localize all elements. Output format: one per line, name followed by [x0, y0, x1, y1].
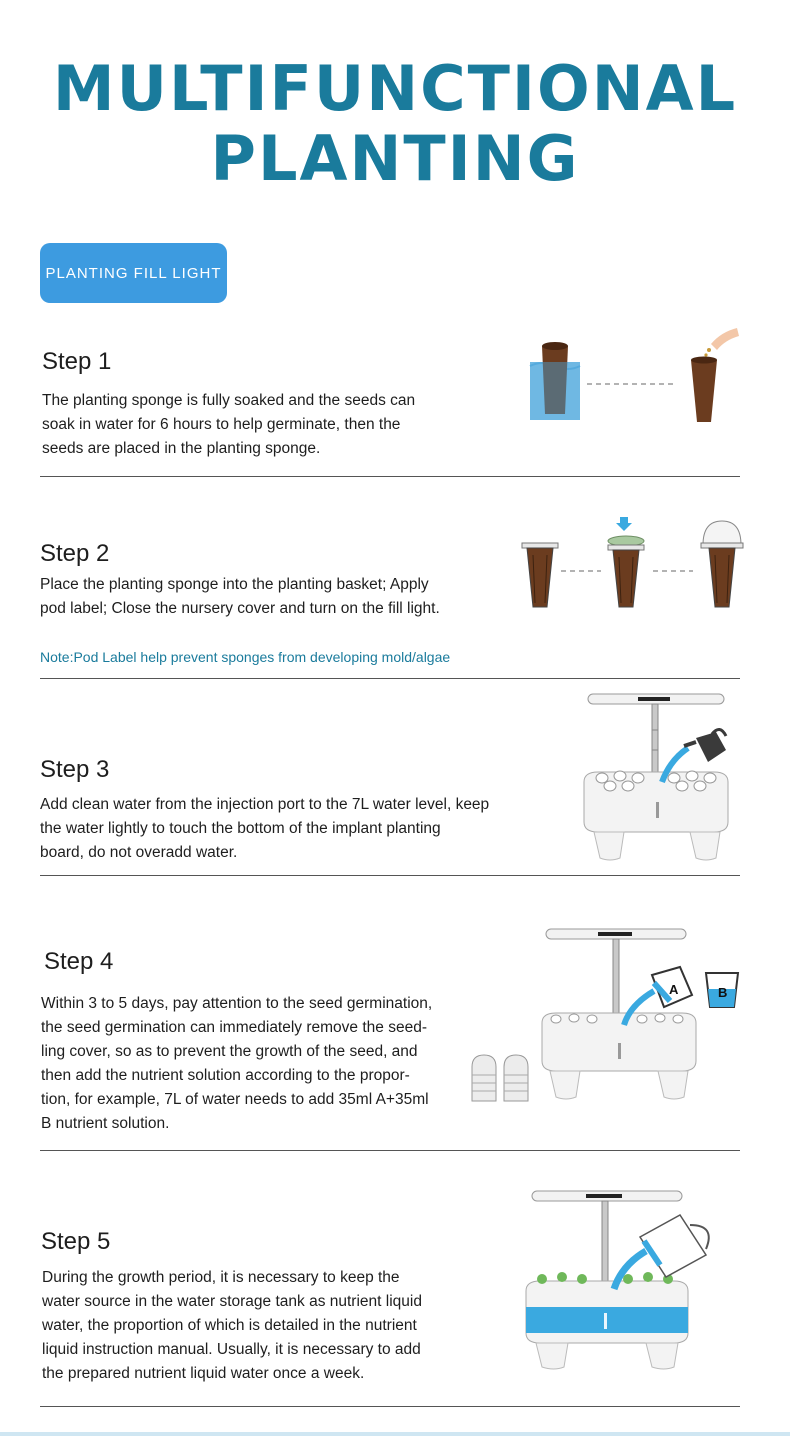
step-4-text	[41, 992, 432, 1136]
step-1-title: Step 1	[42, 348, 112, 375]
step-1-line: The planting sponge is fully soaked and the seeds can	[42, 392, 416, 409]
bottom-band	[0, 1432, 790, 1436]
step-3-line: Add clean water from the injection port to the 7L water level, keep	[40, 796, 490, 813]
step-1-line: soak in water for 6 hours to help germinate, then the	[42, 416, 401, 433]
step-4-title: Step 4	[44, 948, 114, 975]
step-5-line: liquid instruction manual. Usually, it is necessary to add	[42, 1341, 421, 1358]
step-4-drawing	[470, 925, 745, 1110]
step-5-line: During the growth period, it is necessary to keep the	[42, 1269, 400, 1286]
step-3-text	[40, 793, 489, 865]
step-4-illustration	[470, 925, 745, 1110]
page-title-line-1: MULTIFUNCTIONAL	[52, 52, 738, 125]
garden-device-icon	[584, 694, 728, 860]
step-5-line: water source in the water storage tank as nutrient liquid	[42, 1293, 422, 1310]
garden-device-icon	[542, 929, 696, 1099]
step-4-line: B nutrient solution.	[41, 1115, 170, 1132]
step-5-line: the prepared nutrient liquid water once a week.	[42, 1365, 365, 1382]
step-1-illustration	[525, 322, 745, 426]
step-3-line: the water lightly to touch the bottom of the implant planting	[40, 820, 441, 837]
nutrient-b-label: B	[718, 985, 728, 1000]
sponge-in-water-icon	[530, 342, 580, 420]
section-badge: PLANTING FILL LIGHT	[40, 243, 227, 303]
step-2-line: pod label; Close the nursery cover and turn on the fill light.	[40, 600, 440, 617]
nutrient-a-label: A	[669, 982, 679, 997]
step-5-text	[42, 1266, 422, 1386]
page-title-line-2: PLANTING	[210, 122, 580, 195]
watering-can-icon	[684, 729, 726, 762]
step-4-line: the seed germination can immediately remove the seed-	[41, 1019, 427, 1036]
step-3-illustration	[580, 690, 740, 865]
step-2-title: Step 2	[40, 540, 110, 567]
step-1-line: seeds are placed in the planting sponge.	[42, 440, 321, 457]
divider	[40, 476, 740, 477]
step-2-line: Place the planting sponge into the planting basket; Apply	[40, 576, 429, 593]
nursery-cover-icon	[701, 521, 743, 607]
step-2-note: Note:Pod Label help prevent sponges from developing mold/algae	[40, 649, 451, 665]
step-3-title: Step 3	[40, 756, 110, 783]
step-4-line: ling cover, so as to prevent the growth of the seed, and	[41, 1043, 418, 1060]
divider	[40, 875, 740, 876]
divider	[40, 678, 740, 679]
seedling-cover-icon	[472, 1055, 528, 1101]
step-5-title: Step 5	[41, 1228, 111, 1255]
step-3-line: board, do not overadd water.	[40, 844, 238, 861]
divider	[40, 1406, 740, 1407]
step-1-text	[42, 389, 415, 461]
planting-basket-icon	[522, 543, 558, 607]
step-5-illustration	[520, 1185, 735, 1375]
pod-label-icon	[608, 517, 644, 607]
step-4-line: Within 3 to 5 days, pay attention to the seed germination,	[41, 995, 433, 1012]
step-4-line: tion, for example, 7L of water needs to add 35ml A+35ml	[41, 1091, 429, 1108]
step-5-line: water, the proportion of which is detailed in the nutrient	[42, 1317, 417, 1334]
step-2-text	[40, 573, 440, 621]
water-pitcher-icon	[640, 1215, 709, 1277]
step-2-illustration	[515, 515, 755, 615]
divider	[40, 1150, 740, 1151]
step-4-line: then add the nutrient solution according to the propor-	[41, 1067, 410, 1084]
seed-drop-icon	[691, 328, 739, 422]
garden-device-icon	[526, 1191, 688, 1369]
